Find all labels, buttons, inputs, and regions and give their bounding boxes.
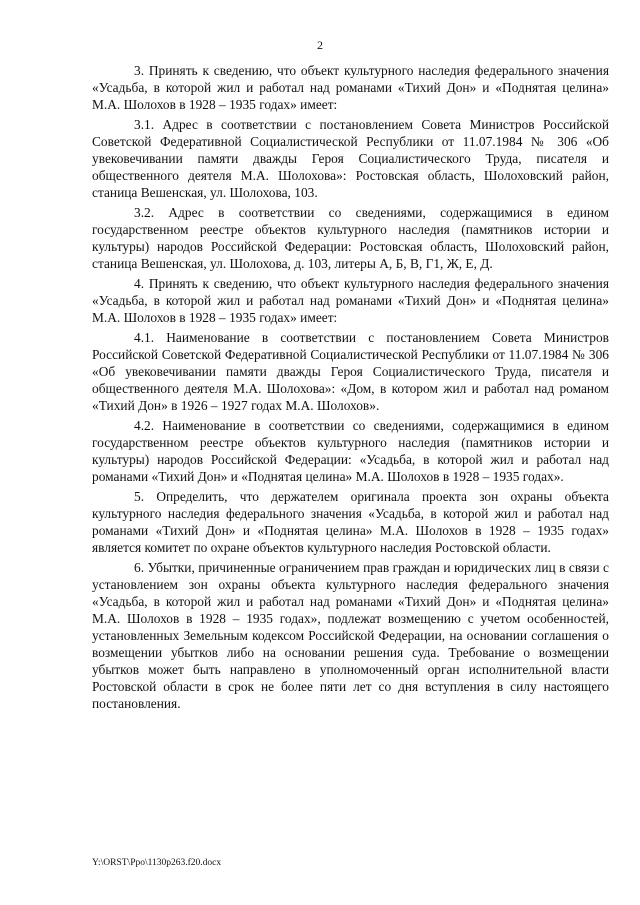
footer-file-path: Y:\ORST\Ppo\1130p263.f20.docx: [92, 858, 222, 868]
paragraph-3-1: 3.1. Адрес в соответствии с постановлением Совета Министров Российской Советской Федеративной Социалистической Республики от 11.07.1984 № 306 «Об увековечивании памяти дважды Героя Социалистического Труда, писателя и общественного деятеля М.А. Шолохова»: Ростовская область, Шолоховский район, станица Вешенская, ул. Шолохова, 103.: [92, 117, 609, 200]
paragraph-3: 3. Принять к сведению, что объект культурного наследия федерального значения «Усадьба, в которой жил и работал над романами «Тихий Дон» и «Поднятая целина» М.А. Шолохов в 1928 – 1935 годах» имеет:: [92, 63, 609, 112]
paragraph-4-2: 4.2. Наименование в соответствии со сведениями, содержащимися в едином государственном реестре объектов культурного наследия (памятников истории и культуры) народов Российской Федерации: «Усадьба, в которой жил и работал над романами «Тихий Дон» и «Поднятая целина» М.А. Шолохов в 1928 – 1935 годах».: [92, 418, 609, 484]
paragraph-6: 6. Убытки, причиненные ограничением прав граждан и юридических лиц в связи с установлением зон охраны объекта культурного наследия федерального значения «Усадьба, в которой жил и работал над романами «Тихий Дон» и «Поднятая целина» М.А. Шолохов в 1928 – 1935 годах», подлежат возмещению с учетом особенностей, установленных Земельным кодексом Российской Федерации, на основании соглашения о возмещении убытков либо на основании решения суда. Требование о возмещении убытков может быть направлено в уполномоченный орган исполнительной власти Ростовской области в срок не более пяти лет со дня вступления в силу настоящего постановления.: [92, 560, 609, 711]
paragraph-3-2: 3.2. Адрес в соответствии со сведениями, содержащимися в едином государственном реестре объектов культурного наследия (памятников истории и культуры) народов Российской Федерации: Ростовская область, Шолоховский район, станица Вешенская, ул. Шолохова, д. 103, литеры А, Б, В, Г1, Ж, Е, Д.: [92, 205, 609, 271]
paragraph-4: 4. Принять к сведению, что объект культурного наследия федерального значения «Усадьба, в которой жил и работал над романами «Тихий Дон» и «Поднятая целина» М.А. Шолохов в 1928 – 1935 годах» имеет:: [92, 276, 609, 325]
document-body: [92, 62, 609, 715]
page-number: 2: [317, 38, 323, 52]
paragraph-5: 5. Определить, что держателем оригинала проекта зон охраны объекта культурного наследия федерального значения «Усадьба, в которой жил и работал над романами «Тихий Дон» и «Поднятая целина» М.А. Шолохов в 1928 – 1935 годах» является комитет по охране объектов культурного наследия Ростовской области.: [92, 489, 609, 555]
paragraph-4-1: 4.1. Наименование в соответствии с постановлением Совета Министров Российской Советской Федеративной Социалистической Республики от 11.07.1984 № 306 «Об увековечивании памяти дважды Героя Социалистического Труда, писателя и общественного деятеля М.А. Шолохова»: «Дом, в котором жил и работал над романом «Тихий Дон» в 1926 – 1927 годах М.А. Шолохов».: [92, 330, 609, 413]
